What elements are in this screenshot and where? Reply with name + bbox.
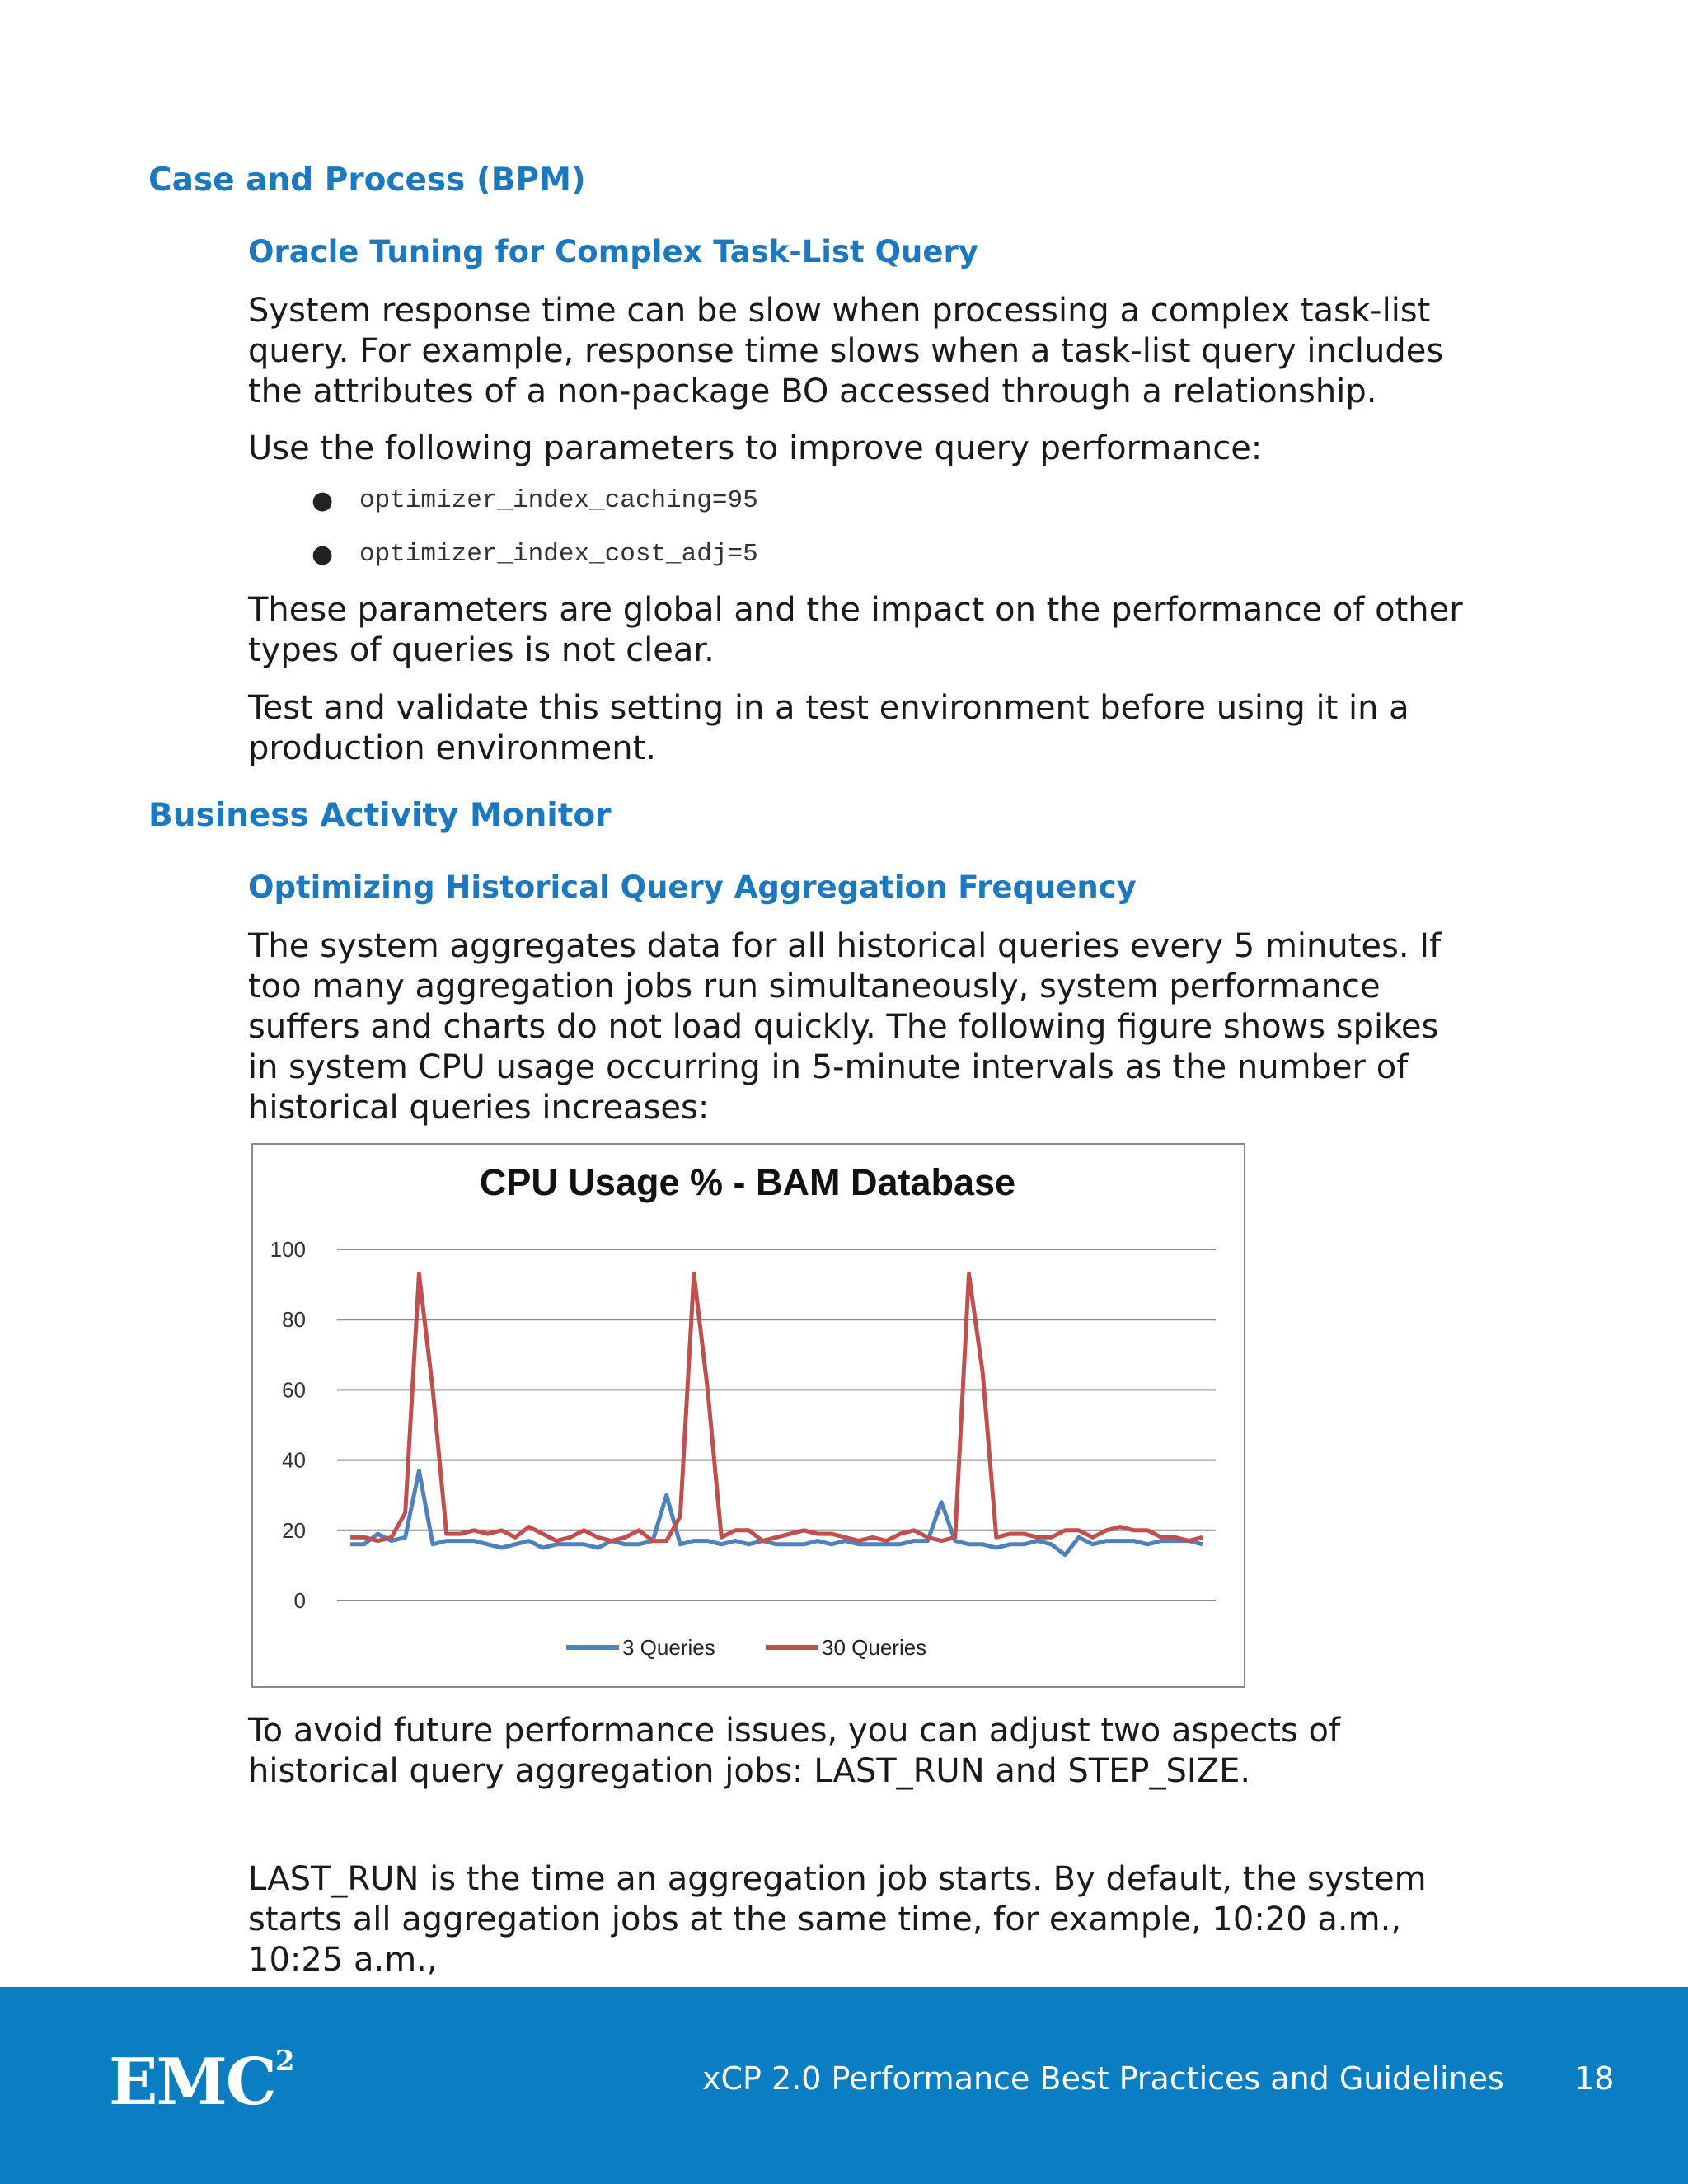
subheading-oracle-tuning: Oracle Tuning for Complex Task-List Query	[248, 234, 978, 269]
paragraph-test-validate: Test and validate this setting in a test environment before using it in a production environment.	[248, 689, 1409, 767]
paragraph-response-time: System response time can be slow when processing a complex task-list query. For example, response time slows when a task-list query includes the attributes of a non-package BO accessed through a relationship.	[248, 292, 1444, 410]
paragraph-global-parameters: These parameters are global and the impact on the performance of other types of queries is not clear.	[248, 591, 1463, 669]
bullet-icon: ●	[312, 540, 334, 569]
y-tick-label: 0	[293, 1588, 306, 1613]
y-tick-label: 40	[282, 1447, 306, 1473]
series-line-3-queries	[350, 1470, 1203, 1554]
paragraph-use-parameters: Use the following parameters to improve query performance:	[248, 429, 1263, 467]
y-tick-label: 20	[282, 1517, 306, 1543]
page-number: 18	[1574, 2060, 1615, 2097]
logo-superscript: 2	[274, 2045, 293, 2078]
heading-business-activity-monitor: Business Activity Monitor	[148, 797, 612, 834]
legend-label: 30 Queries	[822, 1635, 927, 1660]
parameter-code: optimizer_index_caching=95	[359, 486, 758, 515]
bullet-icon: ●	[312, 486, 334, 515]
document-title: xCP 2.0 Performance Best Practices and Guidelines	[702, 2060, 1504, 2097]
subheading-optimizing-aggregation: Optimizing Historical Query Aggregation Frequency	[248, 869, 1137, 905]
paragraph-aggregation-every-5-minutes: The system aggregates data for all historical queries every 5 minutes. If too many aggregation jobs run simultaneously, system performance suffers and charts do not load quickly. The following figure shows spikes in system CPU usage occurring in 5-minute intervals as the number of historical queries increases:	[248, 927, 1442, 1127]
emc-logo	[109, 2045, 293, 2120]
y-axis-ticks	[270, 1237, 306, 1613]
cpu-usage-chart	[251, 1143, 1245, 1688]
chart-title: CPU Usage % - BAM Database	[479, 1161, 1016, 1203]
y-tick-label: 100	[270, 1237, 306, 1262]
y-tick-label: 80	[282, 1307, 306, 1333]
paragraph-avoid-issues: To avoid future performance issues, you can adjust two aspects of historical query aggregation jobs: LAST_RUN and STEP_SIZE.	[248, 1712, 1341, 1790]
series-line-30-queries	[350, 1274, 1203, 1541]
heading-case-and-process: Case and Process (BPM)	[148, 162, 586, 199]
chart-svg	[253, 1145, 1244, 1686]
y-tick-label: 60	[282, 1377, 306, 1403]
logo-text: EMC	[109, 2045, 275, 2120]
gridlines	[337, 1249, 1216, 1601]
parameter-code: optimizer_index_cost_adj=5	[359, 540, 758, 569]
paragraph-last-run: LAST_RUN is the time an aggregation job starts. By default, the system starts all aggregation jobs at the same time, for example, 10:20 a.m., 10:25 a.m.,	[248, 1860, 1427, 1979]
chart-legend	[566, 1635, 926, 1660]
series-lines	[350, 1274, 1203, 1555]
legend-label: 3 Queries	[622, 1635, 715, 1660]
